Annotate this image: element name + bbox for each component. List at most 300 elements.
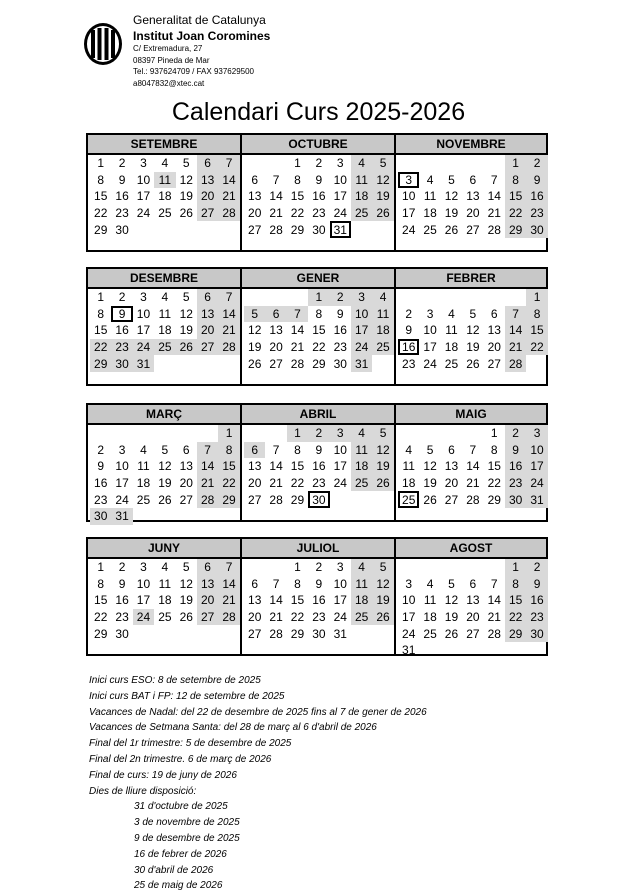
day-cell: 2 (526, 155, 547, 172)
month-block (240, 267, 394, 386)
day-cell: 21 (218, 188, 239, 205)
day-cell: 13 (179, 459, 193, 474)
day-cell: 16 (115, 593, 129, 608)
day-cell: 11 (351, 576, 372, 593)
day-cell: 24 (136, 206, 151, 221)
day-cell: 13 (466, 189, 480, 204)
month-name: OCTUBRE (242, 133, 394, 155)
day-cell: 20 (444, 476, 459, 491)
day-cell: 31 (526, 491, 547, 508)
day-cell: 17 (115, 476, 129, 491)
empty-cell (244, 155, 265, 172)
month-name: JUNY (88, 537, 240, 559)
day-cell: 17 (333, 459, 347, 474)
day-cell: 5 (372, 559, 393, 576)
empty-cell (398, 155, 419, 172)
day-cell: 9 (315, 172, 323, 187)
day-cell: 5 (182, 560, 190, 575)
day-cell: 14 (269, 189, 283, 204)
day-cell: 28 (487, 626, 501, 641)
empty-cell (441, 155, 462, 172)
day-cell: 15 (94, 189, 108, 204)
day-cell: 4 (161, 560, 169, 575)
day-cell: 7 (218, 559, 239, 576)
month-block (240, 133, 394, 252)
day-cell: 29 (290, 492, 305, 507)
day-cell: 21 (197, 475, 218, 492)
day-cell: 17 (402, 610, 416, 625)
day-cell: 26 (444, 626, 459, 641)
day-cell: 30 (115, 626, 129, 641)
day-cell: 19 (158, 476, 172, 491)
day-cell: 13 (197, 576, 218, 593)
calendar-row (86, 133, 548, 252)
day-cell: 23 (312, 476, 326, 491)
day-cell: 6 (469, 172, 477, 187)
day-cell: 6 (448, 442, 455, 457)
day-cell: 27 (248, 626, 262, 641)
day-cell: 11 (154, 172, 175, 189)
day-cell: 15 (94, 323, 108, 338)
day-cell: 24 (526, 475, 547, 492)
day-cell: 30 (111, 355, 132, 372)
day-cell: 22 (526, 339, 547, 356)
day-cell: 3 (140, 156, 147, 171)
empty-cell (462, 289, 483, 306)
empty-cell (244, 425, 265, 442)
day-cell: 20 (466, 610, 480, 625)
day-cell: 19 (179, 593, 193, 608)
empty-cell (111, 425, 132, 442)
month-block (240, 537, 394, 656)
day-cell: 23 (402, 356, 416, 371)
day-cell: 19 (179, 323, 193, 338)
day-cell: 6 (197, 155, 218, 172)
day-cell: 24 (423, 356, 437, 371)
day-cell: 1 (97, 290, 105, 305)
month-name: MARÇ (88, 403, 240, 425)
empty-cell (176, 425, 197, 442)
day-cell: 15 (505, 188, 526, 205)
day-cell: 14 (466, 459, 480, 474)
day-cell: 25 (423, 626, 437, 641)
day-cell: 20 (248, 610, 262, 625)
day-cell: 18 (372, 322, 393, 339)
day-cell: 20 (197, 322, 218, 339)
day-cell: 18 (351, 458, 372, 475)
school-header (133, 14, 270, 91)
day-cell: 21 (487, 610, 501, 625)
day-cell: 6 (182, 442, 190, 457)
day-cell: 21 (269, 206, 283, 221)
day-cell: 6 (197, 289, 218, 306)
month-days (242, 559, 394, 642)
day-cell: 27 (487, 356, 501, 371)
day-cell: 13 (248, 189, 262, 204)
month-name: JULIOL (242, 537, 394, 559)
day-cell: 19 (466, 340, 480, 355)
month-block (86, 403, 240, 522)
day-cell: 19 (444, 206, 459, 221)
day-cell: 10 (136, 172, 151, 187)
day-cell: 27 (466, 626, 480, 641)
day-cell: 17 (333, 593, 347, 608)
day-cell: 9 (111, 306, 132, 323)
day-cell: 24 (333, 206, 347, 221)
month-name: SETEMBRE (88, 133, 240, 155)
day-cell: 6 (469, 576, 477, 591)
month-name: GENER (242, 267, 394, 289)
day-cell: 21 (505, 339, 526, 356)
month-days (88, 289, 240, 372)
day-cell: 6 (265, 306, 286, 323)
day-cell: 13 (248, 459, 262, 474)
day-cell: 3 (330, 425, 351, 442)
empty-cell (133, 425, 154, 442)
day-cell: 10 (402, 593, 416, 608)
month-name: AGOST (396, 537, 546, 559)
day-cell: 11 (137, 459, 150, 474)
day-cell: 28 (466, 492, 480, 507)
day-cell: 19 (179, 189, 193, 204)
day-cell: 22 (505, 609, 526, 626)
day-cell: 27 (466, 222, 480, 237)
day-cell: 7 (218, 155, 239, 172)
day-cell: 28 (290, 356, 305, 371)
day-cell: 14 (197, 458, 218, 475)
day-cell: 14 (505, 322, 526, 339)
day-cell: 24 (333, 610, 347, 625)
day-cell: 28 (269, 626, 283, 641)
day-cell: 17 (136, 189, 151, 204)
day-cell: 29 (505, 625, 526, 642)
day-cell: 8 (526, 306, 547, 323)
day-cell: 29 (94, 626, 108, 641)
day-cell: 11 (402, 459, 415, 474)
day-cell: 28 (218, 609, 239, 626)
day-cell: 12 (444, 593, 459, 608)
calendar-row (86, 403, 548, 522)
day-cell: 29 (94, 222, 108, 237)
day-cell: 12 (423, 459, 437, 474)
day-cell: 20 (197, 188, 218, 205)
day-cell: 19 (372, 188, 393, 205)
day-cell: 25 (372, 339, 393, 356)
day-cell: 24 (133, 609, 154, 626)
free-day-item: 16 de febrer de 2026 (134, 848, 227, 860)
day-cell: 24 (115, 492, 129, 507)
day-cell: 6 (490, 306, 498, 321)
day-cell: 29 (312, 356, 326, 371)
school-address: C/ Extremadura, 27 (133, 44, 203, 53)
empty-cell (265, 559, 286, 576)
day-cell: 5 (182, 156, 190, 171)
day-cell: 9 (118, 576, 126, 591)
month-name: MAIG (396, 403, 546, 425)
day-cell: 25 (154, 339, 175, 356)
day-cell: 21 (269, 476, 283, 491)
day-cell: 18 (158, 593, 172, 608)
day-cell: 2 (330, 289, 351, 306)
month-name: DESEMBRE (88, 267, 240, 289)
day-cell: 1 (505, 559, 526, 576)
day-cell: 14 (290, 323, 305, 338)
day-cell: 20 (466, 206, 480, 221)
day-cell: 15 (505, 592, 526, 609)
day-cell: 26 (372, 475, 393, 492)
day-cell: 17 (402, 206, 416, 221)
empty-cell (462, 425, 483, 442)
note-bat-start: Inici curs BAT i FP: 12 de setembre de 2025 (89, 690, 285, 702)
day-cell: 24 (402, 626, 416, 641)
day-cell: 12 (248, 323, 262, 338)
day-cell: 11 (423, 189, 437, 204)
day-cell: 15 (312, 323, 326, 338)
day-cell: 5 (182, 290, 190, 305)
day-cell: 25 (398, 491, 419, 508)
day-cell: 12 (179, 576, 193, 591)
day-cell: 30 (333, 356, 347, 371)
day-cell: 22 (94, 610, 108, 625)
day-cell: 19 (423, 476, 437, 491)
day-cell: 27 (197, 339, 218, 356)
day-cell: 25 (351, 205, 372, 222)
day-cell: 1 (505, 155, 526, 172)
day-cell: 9 (526, 576, 547, 593)
day-cell: 6 (251, 172, 259, 187)
empty-cell (419, 559, 440, 576)
day-cell: 15 (94, 593, 108, 608)
day-cell: 9 (336, 306, 344, 321)
day-cell: 18 (423, 610, 437, 625)
school-city: 08397 Pineda de Mar (133, 55, 210, 65)
day-cell: 9 (118, 172, 126, 187)
day-cell: 17 (333, 189, 347, 204)
day-cell: 31 (330, 221, 351, 238)
day-cell: 27 (248, 222, 262, 237)
day-cell: 30 (312, 222, 326, 237)
day-cell: 15 (290, 593, 305, 608)
day-cell: 13 (269, 323, 283, 338)
day-cell: 4 (140, 442, 147, 457)
school-name: Institut Joan Coromines (133, 29, 271, 43)
day-cell: 17 (351, 322, 372, 339)
day-cell: 22 (290, 206, 305, 221)
month-days (396, 425, 546, 508)
day-cell: 20 (179, 476, 193, 491)
day-cell: 14 (487, 593, 501, 608)
org-name: Generalitat de Catalunya (133, 13, 266, 27)
day-cell: 29 (487, 492, 501, 507)
empty-cell (462, 155, 483, 172)
day-cell: 16 (312, 189, 326, 204)
day-cell: 2 (118, 156, 126, 171)
day-cell: 7 (505, 306, 526, 323)
month-days (396, 289, 546, 372)
day-cell: 31 (402, 643, 416, 658)
month-name: ABRIL (242, 403, 394, 425)
note-term2-end: Final del 2n trimestre. 6 de març de 2026 (89, 753, 272, 765)
note-easter: Vacances de Setmana Santa: del 28 de març al 6 d'abril de 2026 (89, 722, 377, 734)
day-cell: 30 (505, 491, 526, 508)
day-cell: 8 (490, 442, 498, 457)
day-cell: 15 (487, 459, 501, 474)
day-cell: 29 (290, 222, 305, 237)
day-cell: 3 (526, 425, 547, 442)
day-cell: 8 (97, 172, 105, 187)
day-cell: 28 (218, 205, 239, 222)
day-cell: 7 (469, 442, 477, 457)
day-cell: 16 (398, 339, 419, 356)
day-cell: 28 (269, 492, 283, 507)
day-cell: 22 (505, 205, 526, 222)
day-cell: 31 (351, 355, 372, 372)
day-cell: 9 (315, 576, 323, 591)
note-free-days-label: Dies de lliure disposició: (89, 785, 197, 797)
empty-cell (419, 425, 440, 442)
day-cell: 25 (136, 492, 151, 507)
day-cell: 29 (505, 221, 526, 238)
day-cell: 20 (248, 476, 262, 491)
day-cell: 23 (333, 340, 347, 355)
day-cell: 28 (218, 339, 239, 356)
day-cell: 23 (115, 206, 129, 221)
day-cell: 31 (333, 626, 347, 641)
day-cell: 12 (444, 189, 459, 204)
day-cell: 22 (218, 475, 239, 492)
empty-cell (265, 155, 286, 172)
day-cell: 10 (136, 576, 151, 591)
empty-cell (154, 425, 175, 442)
day-cell: 13 (197, 306, 218, 323)
day-cell: 8 (218, 442, 239, 459)
day-cell: 5 (244, 306, 265, 323)
day-cell: 16 (526, 592, 547, 609)
day-cell: 12 (466, 323, 480, 338)
day-cell: 15 (526, 322, 547, 339)
day-cell: 24 (333, 476, 347, 491)
empty-cell (419, 155, 440, 172)
day-cell: 3 (336, 156, 344, 171)
day-cell: 18 (136, 476, 151, 491)
day-cell: 26 (158, 492, 172, 507)
empty-cell (398, 425, 419, 442)
day-cell: 28 (505, 355, 526, 372)
day-cell: 3 (405, 576, 413, 591)
day-cell: 5 (448, 576, 455, 591)
day-cell: 7 (218, 289, 239, 306)
month-days (396, 155, 546, 238)
month-days (396, 559, 546, 659)
day-cell: 10 (402, 189, 416, 204)
day-cell: 26 (176, 339, 197, 356)
day-cell: 15 (218, 458, 239, 475)
day-cell: 11 (423, 593, 437, 608)
day-cell: 12 (372, 442, 393, 459)
empty-cell (287, 289, 308, 306)
day-cell: 22 (90, 339, 111, 356)
empty-cell (441, 559, 462, 576)
day-cell: 14 (218, 306, 239, 323)
day-cell: 25 (444, 356, 459, 371)
day-cell: 27 (197, 609, 218, 626)
day-cell: 8 (505, 172, 526, 189)
month-block (86, 267, 240, 386)
day-cell: 20 (248, 206, 262, 221)
day-cell: 7 (197, 442, 218, 459)
day-cell: 12 (179, 172, 193, 187)
note-course-end: Final de curs: 19 de juny de 2026 (89, 769, 237, 781)
day-cell: 4 (448, 306, 455, 321)
day-cell: 8 (97, 576, 105, 591)
day-cell: 30 (308, 491, 329, 508)
month-block (394, 133, 548, 252)
day-cell: 1 (294, 156, 301, 171)
day-cell: 20 (197, 592, 218, 609)
day-cell: 3 (118, 442, 126, 457)
day-cell: 25 (423, 222, 437, 237)
day-cell: 30 (526, 625, 547, 642)
day-cell: 11 (445, 323, 458, 338)
day-cell: 16 (115, 189, 129, 204)
day-cell: 5 (469, 306, 477, 321)
day-cell: 19 (444, 610, 459, 625)
day-cell: 3 (140, 560, 147, 575)
day-cell: 2 (505, 425, 526, 442)
day-cell: 9 (405, 323, 413, 338)
day-cell: 3 (351, 289, 372, 306)
day-cell: 17 (526, 458, 547, 475)
calendar-row (86, 537, 548, 656)
day-cell: 18 (158, 323, 172, 338)
month-block (394, 267, 548, 386)
day-cell: 4 (372, 289, 393, 306)
day-cell: 24 (351, 339, 372, 356)
day-cell: 8 (294, 442, 301, 457)
day-cell: 4 (351, 559, 372, 576)
month-block (394, 537, 548, 656)
day-cell: 30 (115, 222, 129, 237)
day-cell: 28 (197, 491, 218, 508)
day-cell: 25 (351, 475, 372, 492)
day-cell: 16 (526, 188, 547, 205)
empty-cell (484, 155, 505, 172)
day-cell: 16 (312, 593, 326, 608)
day-cell: 23 (312, 206, 326, 221)
day-cell: 12 (372, 172, 393, 189)
free-day-item: 25 de maig de 2026 (134, 880, 223, 892)
day-cell: 11 (158, 306, 172, 321)
month-days (88, 155, 240, 238)
day-cell: 28 (269, 222, 283, 237)
day-cell: 5 (372, 425, 393, 442)
day-cell: 11 (351, 442, 372, 459)
empty-cell (441, 425, 462, 442)
day-cell: 11 (158, 576, 172, 591)
day-cell: 2 (315, 560, 323, 575)
day-cell: 4 (405, 442, 413, 457)
day-cell: 14 (487, 189, 501, 204)
day-cell: 21 (218, 592, 239, 609)
day-cell: 25 (158, 610, 172, 625)
empty-cell (441, 289, 462, 306)
day-cell: 7 (490, 172, 498, 187)
day-cell: 12 (158, 459, 172, 474)
day-cell: 22 (94, 206, 108, 221)
day-cell: 8 (505, 576, 526, 593)
day-cell: 9 (97, 459, 105, 474)
day-cell: 28 (487, 222, 501, 237)
